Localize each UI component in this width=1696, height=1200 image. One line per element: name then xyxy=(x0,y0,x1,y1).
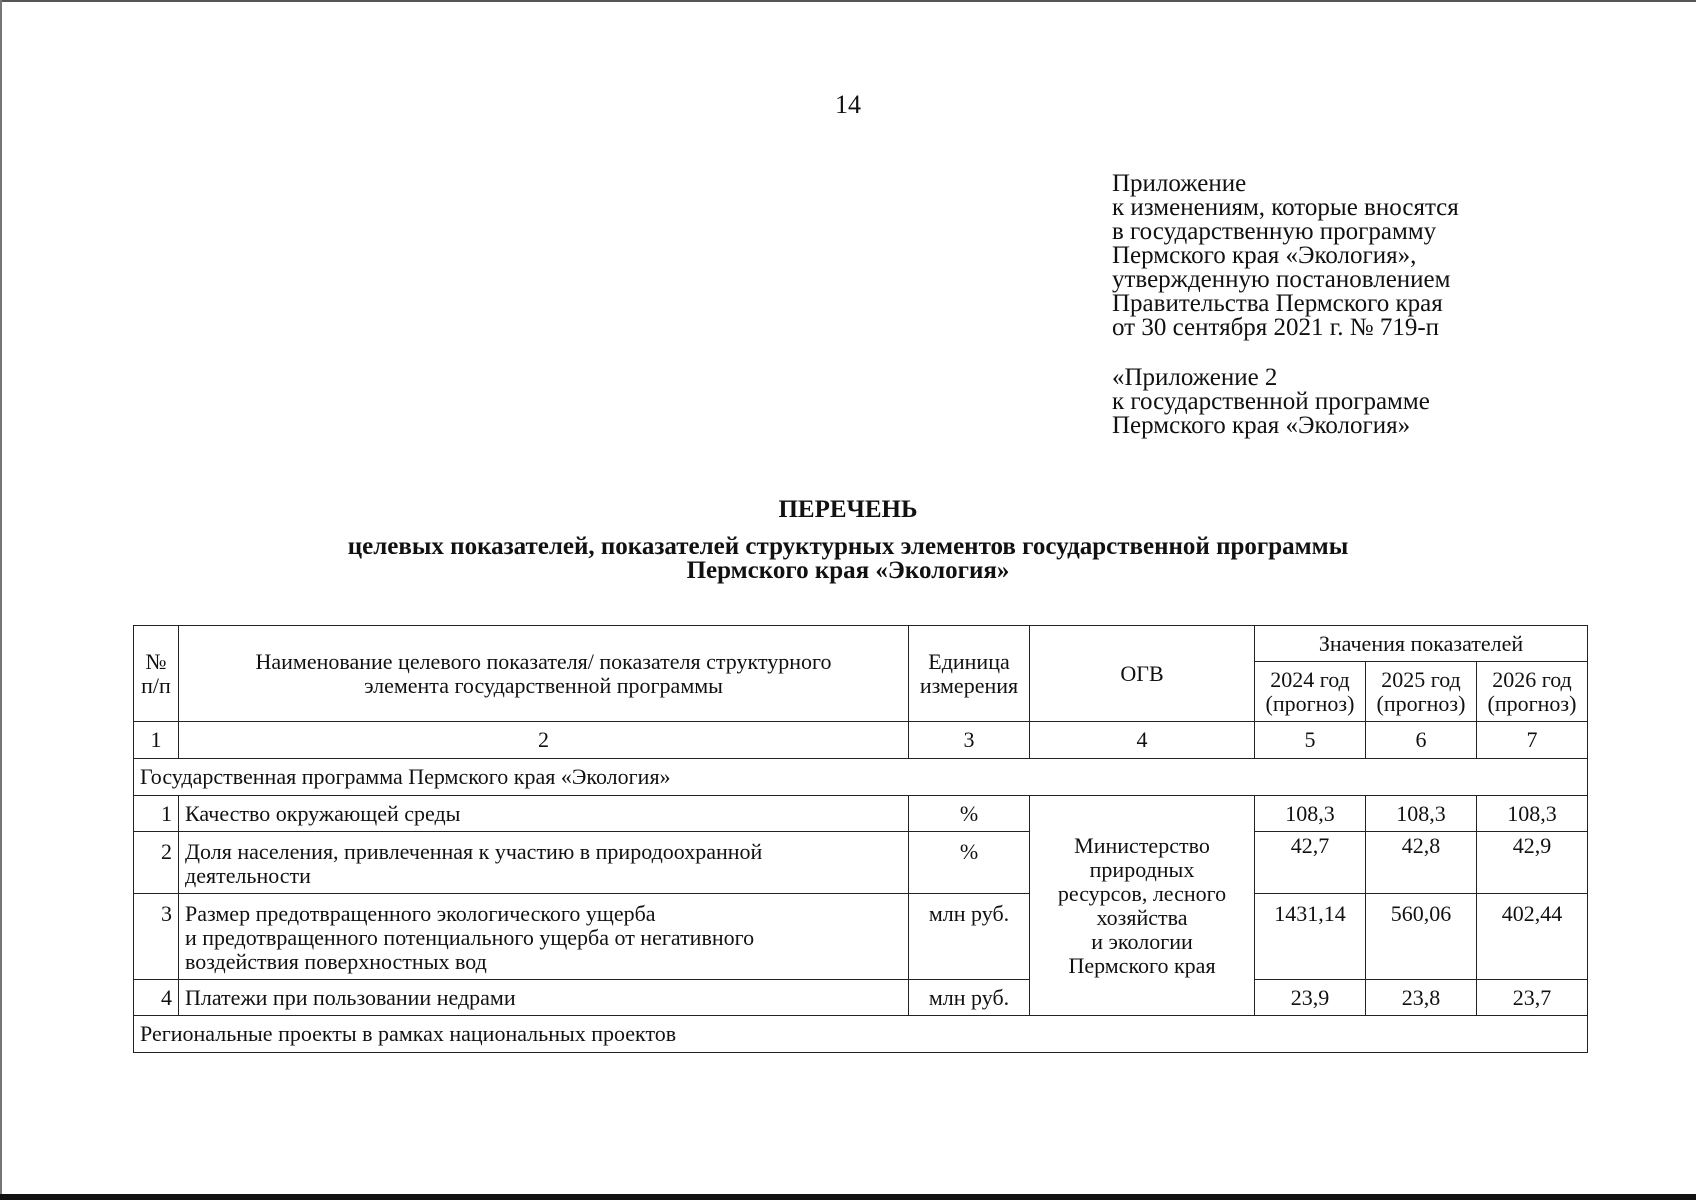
header-num-line: № xyxy=(145,648,167,674)
spacer xyxy=(1112,340,1459,366)
value-2024: 23,9 xyxy=(1255,980,1366,1016)
header-name-line: Наименование целевого показателя/ показателя структурного xyxy=(255,648,832,674)
approval-line: в государственную программу xyxy=(1112,218,1437,245)
column-numbers-row xyxy=(134,722,1588,759)
value-2025: 560,06 xyxy=(1366,894,1477,980)
row-name xyxy=(179,796,909,832)
column-number: 5 xyxy=(1255,722,1366,759)
row-name-line: Доля населения, привлеченная к участию в природоохранной xyxy=(185,839,763,864)
table-row xyxy=(134,980,1588,1016)
column-number: 6 xyxy=(1366,722,1477,759)
ogv-line: Министерство xyxy=(1074,832,1210,858)
ogv-line: и экологии xyxy=(1091,928,1193,954)
row-num: 3 xyxy=(134,894,179,980)
value-2024: 108,3 xyxy=(1255,796,1366,832)
approval-line: к изменениям, которые вносятся xyxy=(1112,194,1459,221)
document-subtitle xyxy=(0,535,1696,583)
row-num: 4 xyxy=(134,980,179,1016)
row-name xyxy=(179,832,909,894)
section-title: Государственная программа Пермского края «Экология» xyxy=(134,759,1588,796)
row-unit: млн руб. xyxy=(909,980,1030,1016)
row-name-line: деятельности xyxy=(185,863,311,888)
section-title: Региональные проекты в рамках национальных проектов xyxy=(134,1016,1588,1053)
year-note: (прогноз) xyxy=(1265,690,1355,716)
column-number: 2 xyxy=(179,722,909,759)
header-num xyxy=(134,626,179,722)
header-unit xyxy=(909,626,1030,722)
row-num: 2 xyxy=(134,832,179,894)
indicators-table xyxy=(133,625,1588,1053)
header-unit-line: Единица xyxy=(928,648,1010,674)
column-number: 1 xyxy=(134,722,179,759)
value-2025: 42,8 xyxy=(1366,832,1477,894)
approval-line: Правительства Пермского края xyxy=(1112,290,1443,317)
page-number: 14 xyxy=(835,90,861,119)
ogv-line: ресурсов, лесного xyxy=(1057,880,1227,906)
row-name-line: Размер предотвращенного экологического ущерба xyxy=(185,901,656,926)
approval-line: Пермского края «Экология», xyxy=(1112,242,1417,269)
scan-border-top xyxy=(0,0,1696,2)
row-num: 1 xyxy=(134,796,179,832)
approval-block xyxy=(1112,172,1459,438)
row-unit: млн руб. xyxy=(909,894,1030,980)
ogv-line: Пермского края xyxy=(1068,952,1216,978)
section-row xyxy=(134,759,1588,796)
header-name-line: элемента государственной программы xyxy=(364,672,723,698)
annex-line: к государственной программе xyxy=(1112,388,1430,415)
annex-line: «Приложение 2 xyxy=(1112,364,1278,391)
row-unit: % xyxy=(909,832,1030,894)
value-2026: 108,3 xyxy=(1477,796,1588,832)
header-name xyxy=(179,626,909,722)
year-note: (прогноз) xyxy=(1376,690,1466,716)
header-year-2025 xyxy=(1366,662,1477,722)
scan-border-left xyxy=(0,0,2,1200)
table-row xyxy=(134,894,1588,980)
row-name xyxy=(179,980,909,1016)
year-label: 2024 год xyxy=(1270,666,1350,692)
header-values-group: Значения показателей xyxy=(1255,626,1588,662)
row-unit: % xyxy=(909,796,1030,832)
approval-line: Приложение xyxy=(1112,170,1247,197)
value-2024: 42,7 xyxy=(1255,832,1366,894)
column-number: 4 xyxy=(1030,722,1255,759)
approval-line: от 30 сентября 2021 г. № 719-п xyxy=(1112,314,1440,341)
row-name-line: и предотвращенного потенциального ущерба от негативного xyxy=(185,925,755,950)
value-2025: 108,3 xyxy=(1366,796,1477,832)
section-row xyxy=(134,1016,1588,1053)
document-title: ПЕРЕЧЕНЬ xyxy=(778,496,918,523)
header-year-2026 xyxy=(1477,662,1588,722)
value-2026: 402,44 xyxy=(1477,894,1588,980)
header-unit-line: измерения xyxy=(919,672,1019,698)
header-num-line: п/п xyxy=(141,672,171,698)
value-2025: 23,8 xyxy=(1366,980,1477,1016)
year-label: 2025 год xyxy=(1381,666,1461,692)
header-ogv: ОГВ xyxy=(1030,626,1255,722)
subtitle-line: целевых показателей, показателей структурных элементов государственной программы xyxy=(347,533,1349,560)
value-2024: 1431,14 xyxy=(1255,894,1366,980)
value-2026: 42,9 xyxy=(1477,832,1588,894)
row-ogv xyxy=(1030,796,1255,1016)
value-2026: 23,7 xyxy=(1477,980,1588,1016)
row-name xyxy=(179,894,909,980)
row-name-line: Качество окружающей среды xyxy=(185,800,461,826)
ogv-line: хозяйства xyxy=(1096,904,1188,930)
column-number: 7 xyxy=(1477,722,1588,759)
subtitle-line: Пермского края «Экология» xyxy=(686,557,1010,584)
header-year-2024 xyxy=(1255,662,1366,722)
ogv-line: природных xyxy=(1089,856,1195,882)
column-number: 3 xyxy=(909,722,1030,759)
scan-border-bottom xyxy=(0,1194,1696,1200)
row-name-line: Платежи при пользовании недрами xyxy=(185,984,516,1010)
year-note: (прогноз) xyxy=(1487,690,1577,716)
year-label: 2026 год xyxy=(1492,666,1572,692)
header-row xyxy=(134,626,1588,662)
approval-line: утвержденную постановлением xyxy=(1112,266,1451,293)
row-name-line: воздействия поверхностных вод xyxy=(185,949,487,974)
table-row xyxy=(134,796,1588,832)
table-row xyxy=(134,832,1588,894)
annex-line: Пермского края «Экология» xyxy=(1112,412,1411,439)
